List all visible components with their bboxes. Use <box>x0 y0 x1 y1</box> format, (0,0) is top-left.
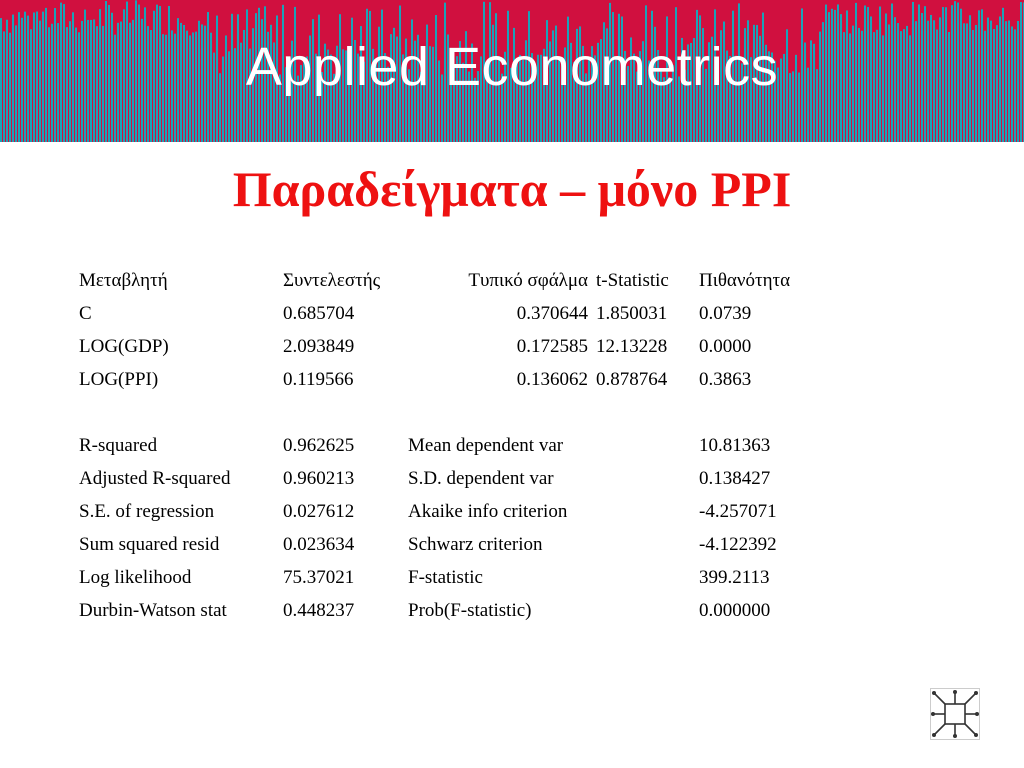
table-cell: 0.878764 <box>596 368 668 390</box>
stat-label: Adjusted R-squared <box>79 467 231 489</box>
stat-label: Log likelihood <box>79 566 192 588</box>
table-cell: 0.0000 <box>699 335 752 357</box>
stat-value: 0.138427 <box>699 467 771 489</box>
header-cell: Τυπικό σφάλμα <box>468 269 588 291</box>
stat-value: 0.023634 <box>283 533 355 555</box>
header-cell: Συντελεστής <box>283 269 381 291</box>
table-cell: LOG(GDP) <box>79 335 169 357</box>
table-row <box>79 330 829 363</box>
stat-value: -4.257071 <box>699 500 777 522</box>
header-cell: Μεταβλητή <box>79 269 168 291</box>
header-banner <box>0 0 1024 142</box>
table-cell: 0.0739 <box>699 302 752 324</box>
table-row <box>79 297 829 330</box>
stats-row <box>79 462 829 495</box>
table-cell: 0.136062 <box>516 368 588 390</box>
stat-label: Sum squared resid <box>79 533 220 555</box>
stat-label: R-squared <box>79 434 158 456</box>
stat-label: Durbin-Watson stat <box>79 599 227 621</box>
table-spacer-row <box>79 396 829 429</box>
stat-label: Schwarz criterion <box>408 533 543 555</box>
stat-value: 75.37021 <box>283 566 355 588</box>
table-cell: 0.685704 <box>283 302 355 324</box>
table-row <box>79 363 829 396</box>
table-cell: 0.3863 <box>699 368 752 390</box>
stat-label: S.E. of regression <box>79 500 215 522</box>
table-cell: 0.119566 <box>283 368 354 390</box>
regression-table <box>79 264 829 627</box>
slide-title: Παραδείγματα – μόνο PPI <box>232 161 792 217</box>
stats-row <box>79 594 829 627</box>
stat-value: 0.960213 <box>283 467 355 489</box>
stats-row <box>79 495 829 528</box>
stat-value: 10.81363 <box>699 434 771 456</box>
stat-value: 0.448237 <box>283 599 355 621</box>
stat-value: -4.122392 <box>699 533 777 555</box>
header-cell: Πιθανότητα <box>699 269 791 291</box>
stat-value: 0.000000 <box>699 599 771 621</box>
stats-row <box>79 528 829 561</box>
stat-label: S.D. dependent var <box>408 467 554 489</box>
stat-label: Prob(F-statistic) <box>408 599 532 621</box>
stat-value: 0.027612 <box>283 500 355 522</box>
table-cell: 2.093849 <box>283 335 355 357</box>
table-header-row <box>79 264 829 297</box>
table-cell: LOG(PPI) <box>79 368 159 390</box>
header-title: Applied Econometrics <box>245 37 779 97</box>
table-cell: 1.850031 <box>596 302 668 324</box>
stats-row <box>79 561 829 594</box>
table-cell: 0.172585 <box>516 335 588 357</box>
table-cell: C <box>79 302 92 324</box>
stats-row <box>79 429 829 462</box>
table-cell: 0.370644 <box>516 302 588 324</box>
stat-value: 0.962625 <box>283 434 355 456</box>
header-cell: t-Statistic <box>596 269 669 291</box>
stat-value: 399.2113 <box>699 566 770 588</box>
stat-label: F-statistic <box>408 566 483 588</box>
table-cell: 12.13228 <box>596 335 668 357</box>
stat-label: Akaike info criterion <box>408 500 568 522</box>
stat-label: Mean dependent var <box>408 434 564 456</box>
network-logo-icon <box>930 688 980 740</box>
